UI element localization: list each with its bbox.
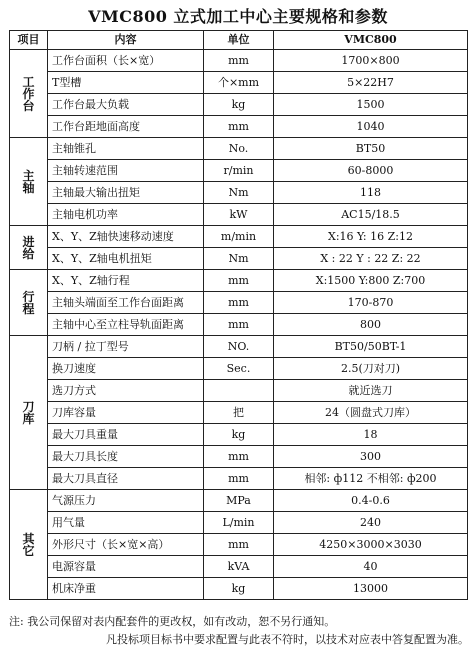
group-label bbox=[10, 50, 48, 138]
note-tender: 凡投标项目标书中要求配置与此表不符时，以技术对应表中答复配置为准。 bbox=[106, 633, 469, 646]
table-row bbox=[10, 336, 468, 358]
header-unit: 单位 bbox=[204, 31, 274, 50]
spec-value: BT50/50BT-1 bbox=[274, 336, 468, 358]
spec-unit: mm bbox=[204, 292, 274, 314]
spec-unit: kg bbox=[204, 424, 274, 446]
spec-unit: L/min bbox=[204, 512, 274, 534]
spec-unit: kg bbox=[204, 578, 274, 600]
spec-item: 换刀速度 bbox=[48, 358, 204, 380]
group-label-char: 程 bbox=[22, 301, 35, 316]
spec-table bbox=[9, 30, 468, 600]
group-label bbox=[10, 226, 48, 270]
spec-unit: 个×mm bbox=[204, 72, 274, 94]
spec-value: AC15/18.5 bbox=[274, 204, 468, 226]
spec-item: 工作台最大负载 bbox=[48, 94, 204, 116]
group-label bbox=[10, 138, 48, 226]
group-label-char: 库 bbox=[22, 411, 35, 426]
spec-unit: No. bbox=[204, 138, 274, 160]
spec-value: 800 bbox=[274, 314, 468, 336]
spec-unit: kg bbox=[204, 94, 274, 116]
spec-item: 用气量 bbox=[48, 512, 204, 534]
group-label-char: 工 bbox=[22, 74, 35, 89]
table-row bbox=[10, 358, 468, 380]
spec-item: 主轴电机功率 bbox=[48, 204, 204, 226]
table-row bbox=[10, 292, 468, 314]
table-row bbox=[10, 160, 468, 182]
table-row bbox=[10, 204, 468, 226]
spec-unit: mm bbox=[204, 446, 274, 468]
note-disclaimer: 注: 我公司保留对表内配套件的更改权，如有改动，恕不另行通知。 bbox=[9, 615, 336, 628]
spec-item: 主轴锥孔 bbox=[48, 138, 204, 160]
spec-item: X、Y、Z轴行程 bbox=[48, 270, 204, 292]
spec-item: 气源压力 bbox=[48, 490, 204, 512]
spec-value: 5×22H7 bbox=[274, 72, 468, 94]
table-row bbox=[10, 534, 468, 556]
spec-unit: Nm bbox=[204, 182, 274, 204]
spec-item: X、Y、Z轴电机扭矩 bbox=[48, 248, 204, 270]
spec-item: 机床净重 bbox=[48, 578, 204, 600]
spec-value: 18 bbox=[274, 424, 468, 446]
table-row bbox=[10, 138, 468, 160]
spec-item: 选刀方式 bbox=[48, 380, 204, 402]
table-row bbox=[10, 72, 468, 94]
group-label-char: 主 bbox=[22, 168, 35, 183]
spec-item: 主轴转速范围 bbox=[48, 160, 204, 182]
spec-unit: mm bbox=[204, 468, 274, 490]
spec-value: 60-8000 bbox=[274, 160, 468, 182]
spec-item: 主轴中心至立柱导轨面距离 bbox=[48, 314, 204, 336]
spec-item: T型槽 bbox=[48, 72, 204, 94]
table-row bbox=[10, 578, 468, 600]
spec-item: 最大刀具长度 bbox=[48, 446, 204, 468]
spec-unit: kW bbox=[204, 204, 274, 226]
spec-item: 最大刀具直径 bbox=[48, 468, 204, 490]
group-label bbox=[10, 336, 48, 490]
spec-item: 刀柄 / 拉丁型号 bbox=[48, 336, 204, 358]
spec-unit: mm bbox=[204, 50, 274, 72]
spec-item: X、Y、Z轴快速移动速度 bbox=[48, 226, 204, 248]
spec-unit: m/min bbox=[204, 226, 274, 248]
table-row bbox=[10, 314, 468, 336]
spec-value: 240 bbox=[274, 512, 468, 534]
spec-item: 主轴最大输出扭矩 bbox=[48, 182, 204, 204]
table-row bbox=[10, 468, 468, 490]
spec-unit: MPa bbox=[204, 490, 274, 512]
spec-value: 13000 bbox=[274, 578, 468, 600]
group-label-char: 作 bbox=[22, 86, 35, 101]
table-row bbox=[10, 50, 468, 72]
table-row bbox=[10, 402, 468, 424]
spec-unit: Nm bbox=[204, 248, 274, 270]
group-label-char: 台 bbox=[22, 98, 35, 113]
table-row bbox=[10, 226, 468, 248]
spec-unit: mm bbox=[204, 534, 274, 556]
group-label bbox=[10, 490, 48, 600]
spec-value: 2.5(刀对刀) bbox=[274, 358, 468, 380]
spec-value: 1700×800 bbox=[274, 50, 468, 72]
group-label-char: 进 bbox=[22, 234, 35, 249]
table-row bbox=[10, 490, 468, 512]
spec-item: 电源容量 bbox=[48, 556, 204, 578]
table-row bbox=[10, 380, 468, 402]
spec-unit: 把 bbox=[204, 402, 274, 424]
spec-item: 工作台面积（长×宽） bbox=[48, 50, 204, 72]
spec-value: 300 bbox=[274, 446, 468, 468]
group-label-char: 给 bbox=[22, 246, 35, 261]
spec-value: X:1500 Y:800 Z:700 bbox=[274, 270, 468, 292]
group-label-char: 轴 bbox=[22, 180, 35, 195]
spec-value: 170-870 bbox=[274, 292, 468, 314]
header-content: 内容 bbox=[48, 31, 204, 50]
spec-value: 40 bbox=[274, 556, 468, 578]
spec-value: 4250×3000×3030 bbox=[274, 534, 468, 556]
spec-unit: NO. bbox=[204, 336, 274, 358]
spec-item: 主轴头端面至工作台面距离 bbox=[48, 292, 204, 314]
table-row bbox=[10, 424, 468, 446]
spec-unit: Sec. bbox=[204, 358, 274, 380]
table-row bbox=[10, 94, 468, 116]
spec-item: 刀库容量 bbox=[48, 402, 204, 424]
group-label-char: 行 bbox=[22, 289, 35, 304]
table-row bbox=[10, 512, 468, 534]
spec-value: 1040 bbox=[274, 116, 468, 138]
table-row bbox=[10, 182, 468, 204]
group-label bbox=[10, 270, 48, 336]
spec-unit: mm bbox=[204, 116, 274, 138]
table-row bbox=[10, 446, 468, 468]
spec-value: X : 22 Y : 22 Z: 22 bbox=[274, 248, 468, 270]
spec-unit bbox=[204, 380, 274, 402]
spec-value: 相邻: ф112 不相邻: ф200 bbox=[274, 468, 468, 490]
spec-item: 最大刀具重量 bbox=[48, 424, 204, 446]
spec-item: 工作台距地面高度 bbox=[48, 116, 204, 138]
spec-value: X:16 Y: 16 Z:12 bbox=[274, 226, 468, 248]
spec-unit: mm bbox=[204, 270, 274, 292]
spec-value: 1500 bbox=[274, 94, 468, 116]
group-label-char: 它 bbox=[22, 543, 35, 558]
spec-value: 24（圆盘式刀库） bbox=[274, 402, 468, 424]
table-row bbox=[10, 248, 468, 270]
page-title: VMC800 立式加工中心主要规格和参数 bbox=[88, 7, 388, 26]
spec-unit: kVA bbox=[204, 556, 274, 578]
spec-unit: mm bbox=[204, 314, 274, 336]
notes bbox=[9, 613, 469, 649]
header-model: VMC800 bbox=[274, 31, 468, 50]
table-row bbox=[10, 116, 468, 138]
spec-value: BT50 bbox=[274, 138, 468, 160]
header-project: 项目 bbox=[10, 31, 48, 50]
spec-value: 就近选刀 bbox=[274, 380, 468, 402]
table-body bbox=[10, 50, 468, 600]
table-row bbox=[10, 556, 468, 578]
spec-unit: r/min bbox=[204, 160, 274, 182]
spec-value: 118 bbox=[274, 182, 468, 204]
group-label-char: 其 bbox=[22, 531, 35, 546]
spec-value: 0.4-0.6 bbox=[274, 490, 468, 512]
table-header-row bbox=[10, 31, 468, 50]
group-label-char: 刀 bbox=[22, 399, 35, 414]
table-row bbox=[10, 270, 468, 292]
spec-item: 外形尺寸（长×宽×高） bbox=[48, 534, 204, 556]
